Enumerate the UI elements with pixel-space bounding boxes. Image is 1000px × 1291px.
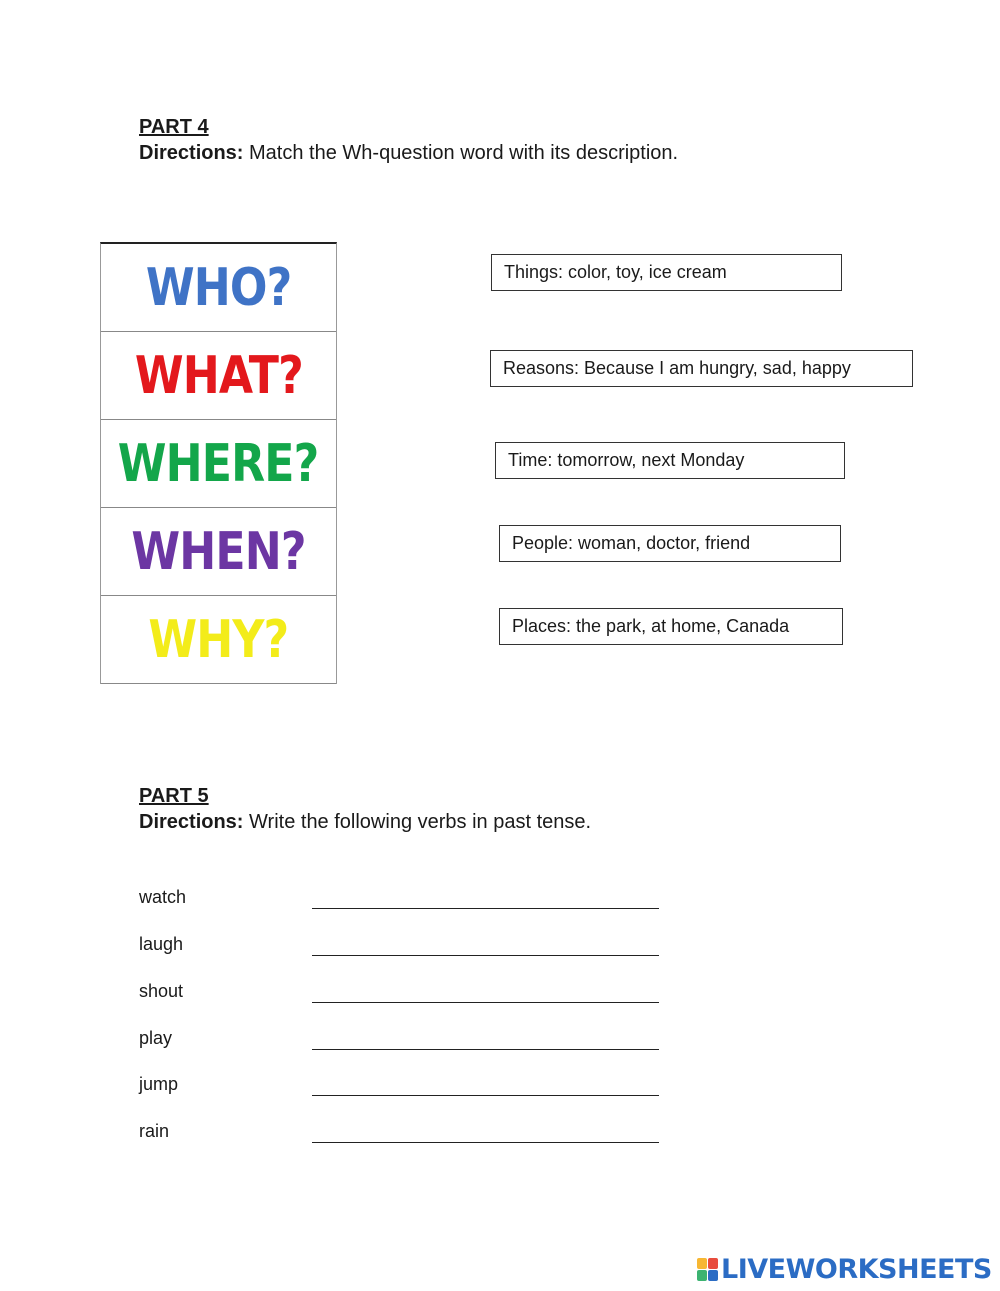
verb-row	[139, 1073, 664, 1097]
part5-directions-text: Write the following verbs in past tense.	[243, 811, 592, 833]
verb-label: watch	[139, 887, 187, 907]
verb-label: shout	[139, 981, 184, 1001]
wh-word-why[interactable]	[101, 596, 336, 684]
description-box-reasons[interactable]: Reasons: Because I am hungry, sad, happy	[490, 350, 913, 387]
wh-word-table	[100, 242, 337, 684]
description-box-places[interactable]: Places: the park, at home, Canada	[499, 608, 843, 645]
answer-input-watch[interactable]	[312, 886, 659, 909]
answer-input-shout[interactable]	[312, 980, 659, 1003]
description-box-time[interactable]: Time: tomorrow, next Monday	[495, 442, 845, 479]
verb-row	[139, 980, 664, 1004]
part4-title: PART 4	[139, 116, 209, 138]
answer-input-play[interactable]	[312, 1027, 659, 1050]
part5-directions-label: Directions:	[139, 811, 244, 833]
answer-input-jump[interactable]	[312, 1073, 659, 1096]
wh-word-label: WHERE?	[118, 433, 319, 494]
wh-word-when[interactable]	[101, 508, 336, 596]
wh-word-where[interactable]	[101, 420, 336, 508]
verb-row	[139, 1120, 664, 1144]
liveworksheets-logo[interactable]	[697, 1254, 992, 1285]
description-box-things[interactable]: Things: color, toy, ice cream	[491, 254, 842, 291]
part5-heading	[139, 783, 591, 835]
part4-directions-label: Directions:	[139, 142, 244, 164]
wh-word-who[interactable]	[101, 244, 336, 332]
verb-label: jump	[139, 1074, 179, 1094]
logo-text: LIVEWORKSHEETS	[721, 1254, 992, 1285]
wh-word-what[interactable]	[101, 332, 336, 420]
verb-row	[139, 933, 664, 957]
part4-heading	[139, 114, 678, 166]
verb-row	[139, 1027, 664, 1051]
part5-title: PART 5	[139, 785, 209, 807]
wh-word-label: WHAT?	[134, 345, 303, 406]
verb-label: rain	[139, 1121, 170, 1141]
wh-word-label: WHEN?	[131, 521, 306, 582]
verb-label: laugh	[139, 934, 184, 954]
description-box-people[interactable]: People: woman, doctor, friend	[499, 525, 841, 562]
wh-word-label: WHY?	[148, 609, 289, 670]
verb-label: play	[139, 1028, 173, 1048]
verb-row	[139, 886, 664, 910]
answer-input-rain[interactable]	[312, 1120, 659, 1143]
liveworksheets-logo-icon	[697, 1258, 718, 1281]
part4-directions-text: Match the Wh-question word with its description.	[243, 142, 679, 164]
answer-input-laugh[interactable]	[312, 933, 659, 956]
wh-word-label: WHO?	[145, 257, 292, 318]
